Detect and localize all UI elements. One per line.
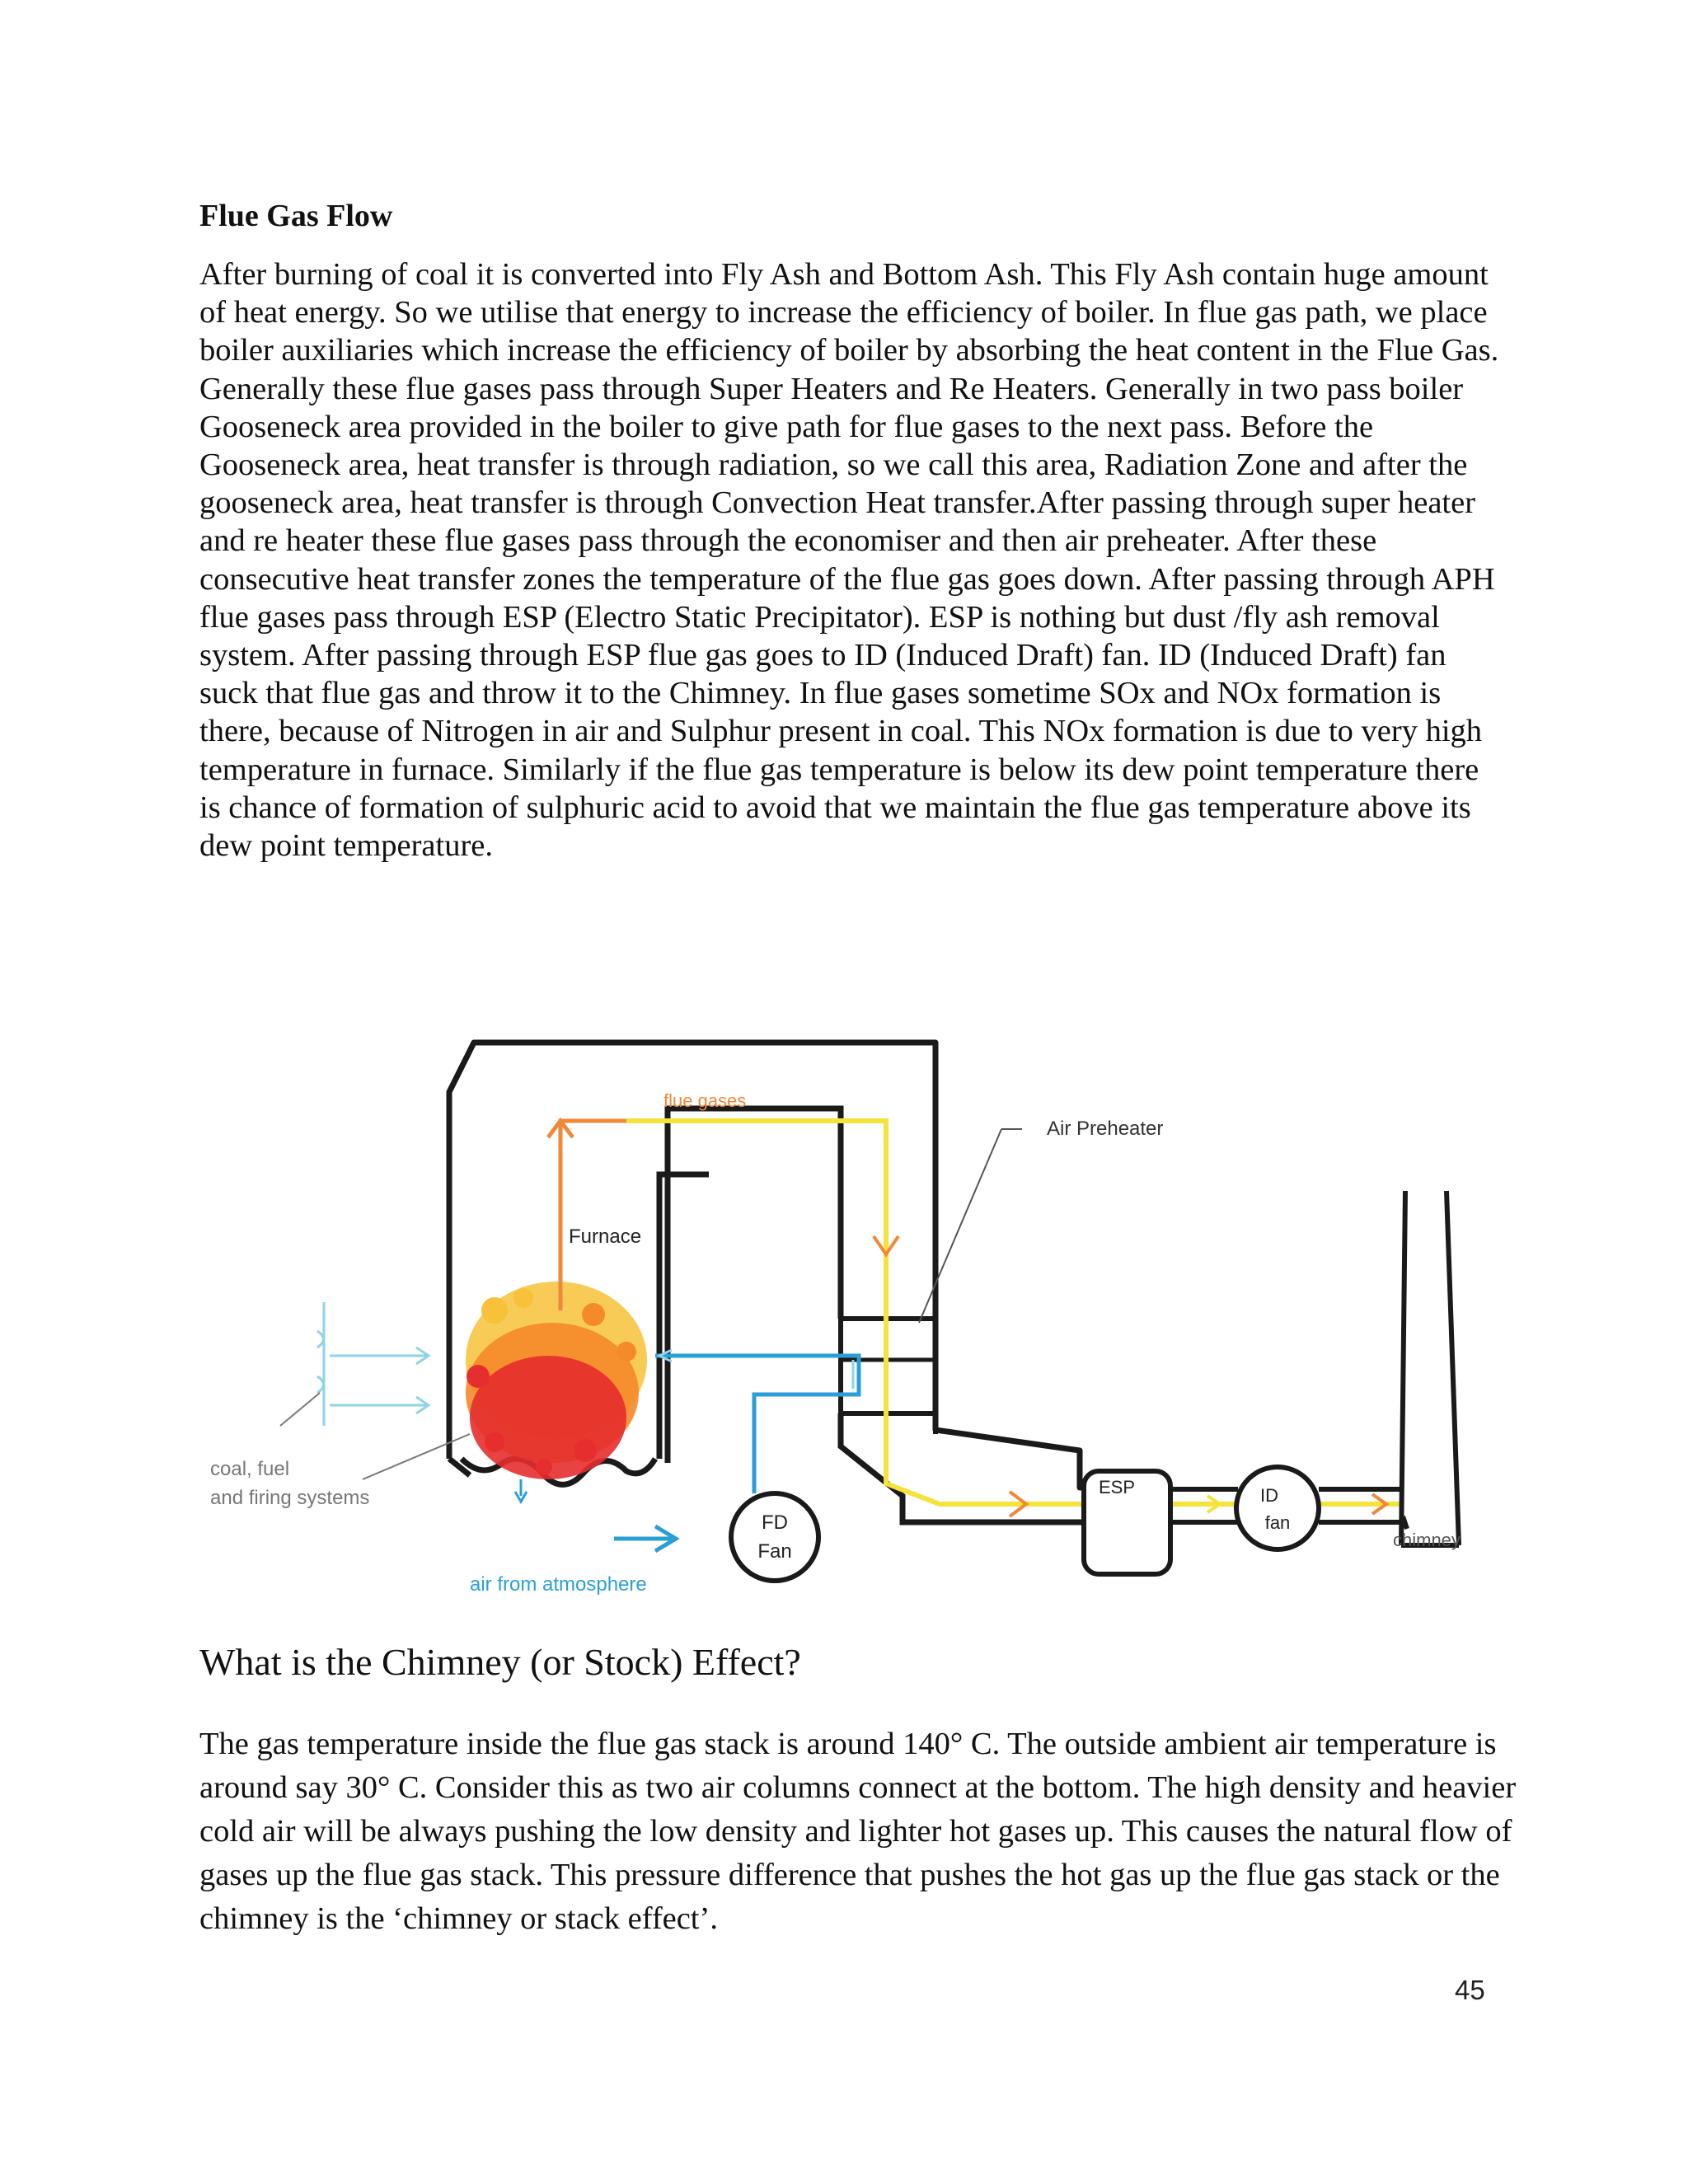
flue-gas-path-orange bbox=[560, 1121, 626, 1310]
chimney-label: chimney bbox=[1393, 1530, 1461, 1550]
air-from-atmosphere-label: air from atmosphere bbox=[470, 1573, 647, 1596]
furnace-label: Furnace bbox=[569, 1226, 642, 1248]
coal-fuel-label-1: coal, fuel bbox=[210, 1458, 290, 1480]
chimney-effect-heading: What is the Chimney (or Stock) Effect? bbox=[199, 1641, 801, 1683]
flue-gases-label: flue gases bbox=[663, 1090, 747, 1111]
id-fan-label-1: ID bbox=[1260, 1485, 1278, 1506]
coal-fuel-label-2: and firing systems bbox=[210, 1487, 370, 1509]
coal-feed-lines bbox=[317, 1302, 429, 1426]
chimney-stack bbox=[1401, 1191, 1459, 1545]
id-fan-circle bbox=[1236, 1467, 1319, 1549]
flue-gas-paragraph: After burning of coal it is converted into Fly Ash and Bottom Ash. This Fly Ash contain huge amount of heat energy. So we utilise that energy to increase the efficiency of boiler. In flue gas path, we place boiler auxiliaries which increase the efficiency of boiler by absorbing the heat content in the Flue Gas. Generally these flue gases pass through Super Heaters and Re Heaters. Generally in two pass boiler Gooseneck area provided in the boiler to give path for flue gases to the next pass. Before the Gooseneck area, heat transfer is through radiation, so we call this area, Radiation Zone and after the gooseneck area, heat transfer is through Convection Heat transfer.After passing through super heater and re heater these flue gases pass through the economiser and then air preheater. After these consecutive heat transfer zones the temperature of the flue gas goes down. After passing through APH flue gases pass through ESP (Electro Static Precipitator). ESP is nothing but dust /fly ash removal system. After passing through ESP flue gas goes to ID (Induced Draft) fan. ID (Induced Draft) fan suck that flue gas and throw it to the Chimney. In flue gases sometime SOx and NOx formation is there, because of Nitrogen in air and Sulphur present in coal. This NOx formation is due to very high temperature in furnace. Similarly if the flue gas temperature is below its dew point temperature there is chance of formation of sulphuric acid to avoid that we maintain the flue gas temperature above its dew point temperature. bbox=[199, 257, 1499, 864]
air-preheater-label: Air Preheater bbox=[1047, 1118, 1164, 1140]
page-number: 45 bbox=[1455, 1975, 1485, 2005]
air-path bbox=[655, 1356, 859, 1493]
fd-fan-circle bbox=[731, 1493, 818, 1581]
furnace-fire bbox=[466, 1282, 647, 1479]
flue-gas-diagram bbox=[198, 1030, 1508, 1607]
id-fan-label-2: fan bbox=[1264, 1512, 1291, 1533]
flue-gas-path-yellow bbox=[626, 1121, 1096, 1504]
fd-fan-label-2: Fan bbox=[757, 1540, 792, 1563]
esp-label: ESP bbox=[1098, 1477, 1136, 1497]
chimney-effect-paragraph: The gas temperature inside the flue gas stack is around 140° C. The outside ambient air temperature is around say 30° C. Consider this as two air columns connect at the bottom. The high density and heavier cold air will be always pushing the low density and lighter hot gases up. This causes the natural flow of gases up the flue gas stack. This pressure difference that pushes the hot gas up the flue gas stack or the chimney is the ‘chimney or stack effect’. bbox=[199, 1727, 1517, 1936]
section-heading: Flue Gas Flow bbox=[199, 199, 393, 233]
fd-fan-label-1: FD bbox=[762, 1511, 788, 1534]
